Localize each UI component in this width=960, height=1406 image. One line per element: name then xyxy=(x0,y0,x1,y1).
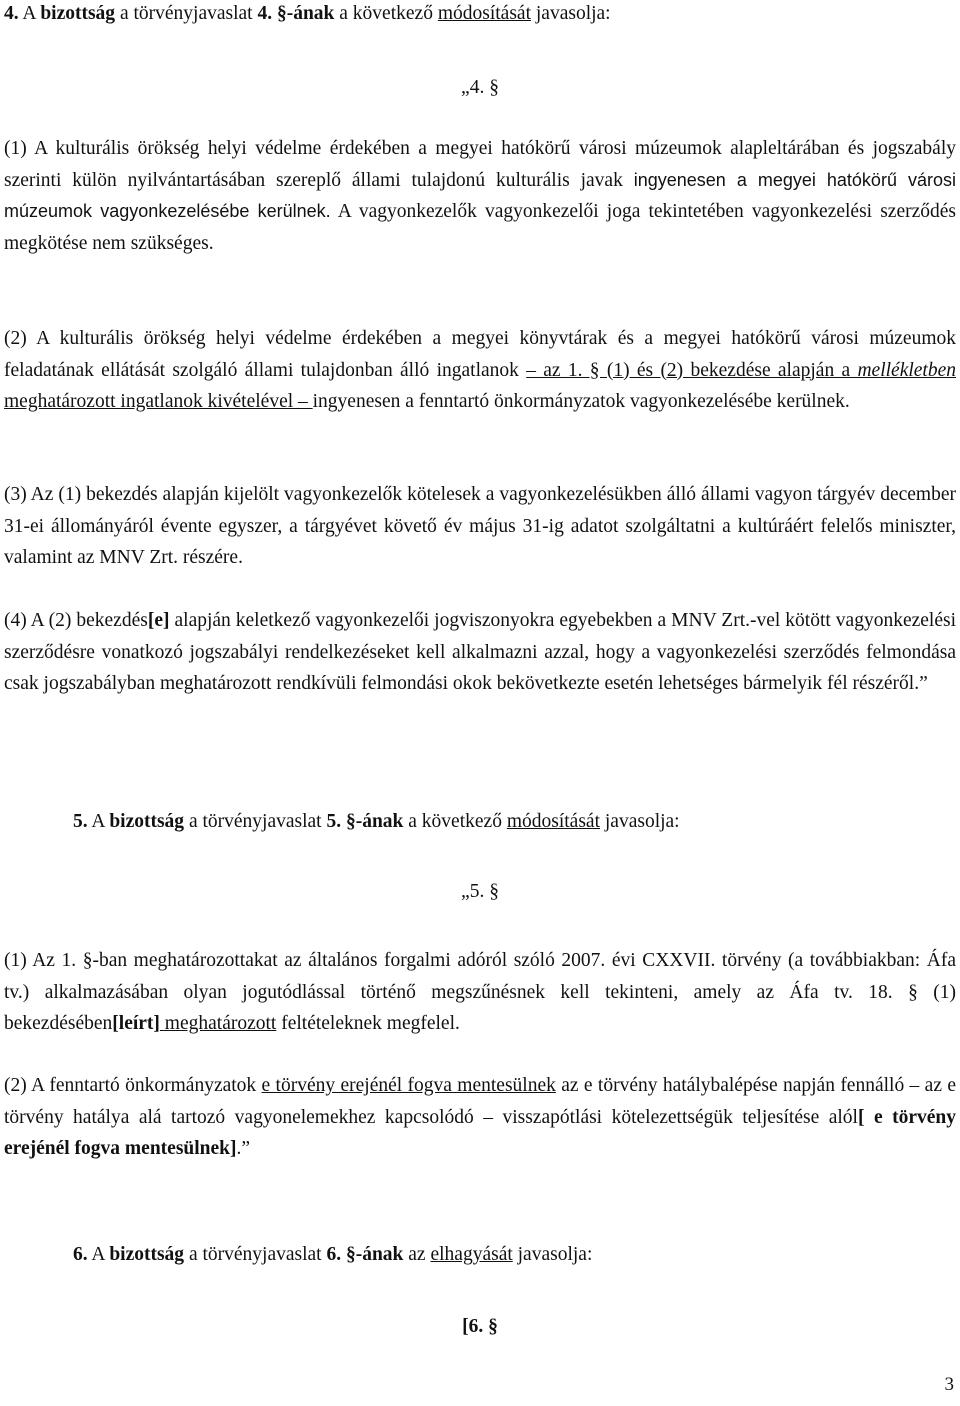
paragraph-text: (1) A kulturális örökség helyi védelme érdekében a megyei hatókörű városi múzeumok alapleltárában és jogszabály szerinti külön nyilvántartásában szereplő állami tulajdonú kulturális javak xyxy=(4,138,956,191)
paragraph-text: (4) A (2) bekezdés xyxy=(4,610,148,631)
paragraph-4-4 xyxy=(4,605,956,700)
heading-text: A xyxy=(18,3,41,24)
paragraph-5-2 xyxy=(4,1070,956,1165)
paragraph-text: (1) Az 1. §-ban meghatározottakat az általános forgalmi adóról szóló 2007. évi CXXVII. törvény (a továbbiakban: Áfa tv.) alkalmazásában olyan jogutódlással történő megszűnésnek kell tekinteni, amely az Áfa tv. 18. § (1) bekezdésében xyxy=(4,950,956,1034)
heading-bold: §-ának xyxy=(345,1244,404,1265)
heading-text: A xyxy=(87,1244,110,1265)
amendment-number: 4. xyxy=(4,3,19,24)
heading-underlined: módosítását xyxy=(506,811,600,832)
amendment-6-heading xyxy=(73,1239,592,1271)
underlined-italic-text: mellékletben xyxy=(857,359,956,381)
heading-text: a következő xyxy=(403,811,507,832)
amendment-number: 5. xyxy=(73,811,88,832)
heading-bold: §-ának xyxy=(345,811,404,832)
heading-text: a törvényjavaslat xyxy=(184,1244,327,1265)
heading-text: A xyxy=(87,811,110,832)
bold-deleted-text: [leírt] xyxy=(112,1013,160,1034)
section-marker-6: [6. § xyxy=(462,1316,498,1337)
paragraph-4-1 xyxy=(4,133,956,259)
heading-text: javasolja: xyxy=(512,1244,593,1265)
heading-bold: bizottság xyxy=(109,811,185,832)
paragraph-text: ingyenesen a fenntartó önkormányzatok vagyonkezelésébe kerülnek. xyxy=(312,391,850,412)
heading-bold: 5. xyxy=(326,811,342,832)
heading-bold: bizottság xyxy=(40,3,116,24)
heading-bold: 4. xyxy=(257,3,273,24)
bold-deleted-text: [ e törvény erejénél fogva mentesülnek] xyxy=(4,1106,956,1159)
amendment-4-heading xyxy=(4,0,611,30)
heading-text: a következő xyxy=(334,3,438,24)
heading-text: a törvényjavaslat xyxy=(115,3,258,24)
heading-text: az xyxy=(403,1244,431,1265)
heading-text: javasolja: xyxy=(531,3,611,24)
section-marker-4: „4. § xyxy=(461,77,499,98)
heading-underlined: módosítását xyxy=(437,3,531,24)
paragraph-text: feltételeknek megfelel. xyxy=(276,1013,460,1034)
paragraph-text: .” xyxy=(236,1138,251,1159)
paragraph-text: ingyenesen a megyei hatókörű városi múzeumok vagyonkezelésébe kerülnek. xyxy=(4,169,956,221)
heading-text: javasolja: xyxy=(600,811,680,832)
paragraph-text: (2) A fenntartó önkormányzatok xyxy=(4,1075,262,1096)
heading-bold: §-ának xyxy=(276,3,335,24)
paragraph-text: az e törvény hatálybalépése napján fennálló – az e törvény hatálya alá tartozó vagyonelemekhez kapcsolódó – visszapótlási kötelezettségük teljesítése alól xyxy=(4,1075,956,1128)
bold-deleted-text: [e] xyxy=(147,610,170,631)
amendment-5-heading xyxy=(73,806,680,838)
underlined-text: e törvény erejénél fogva mentesülnek xyxy=(261,1075,556,1096)
heading-bold: bizottság xyxy=(109,1244,185,1265)
page-number: 3 xyxy=(944,1374,954,1395)
paragraph-text: (2) A kulturális örökség helyi védelme érdekében a megyei könyvtárak és a megyei hatókörű városi múzeumok feladatának ellátását szolgáló állami tulajdonban álló ingatlanok xyxy=(4,328,956,381)
paragraph-4-2 xyxy=(4,323,956,418)
heading-underlined: elhagyását xyxy=(430,1244,513,1265)
underlined-text: meghatározott ingatlanok kivételével – xyxy=(4,391,313,412)
paragraph-4-3: (3) Az (1) bekezdés alapján kijelölt vagyonkezelők kötelesek a vagyonkezelésükben álló állami vagyon tárgyév december 31-ei állományáról évente egyszer, a tárgyévet követő év május 31-ig adatot szolgáltatni a kultúráért felelős miniszter, valamint az MNV Zrt. részére. xyxy=(4,484,956,568)
section-marker-5: „5. § xyxy=(461,881,499,902)
underlined-text: meghatározott xyxy=(159,1013,277,1034)
paragraph-5-1 xyxy=(4,945,956,1040)
paragraph-text: alapján keletkező vagyonkezelői jogviszonyokra egyebekben a MNV Zrt.-vel kötött vagyonkezelési szerződésre vonatkozó jogszabályi rendelkezéseket kell alkalmazni azzal, hogy a vagyonkezelési szerződés felmondása csak jogszabályban meghatározott rendkívüli felmondási okok bekövetkezte esetén lehetséges bármelyik fél részéről.” xyxy=(4,610,956,694)
heading-bold: 6. xyxy=(326,1244,342,1265)
amendment-number: 6. xyxy=(73,1244,88,1265)
paragraph-text: A vagyonkezelők vagyonkezelői joga tekintetében vagyonkezelési szerződés megkötése nem szükséges. xyxy=(4,201,956,254)
heading-text: a törvényjavaslat xyxy=(184,811,327,832)
underlined-text: – az 1. § (1) és (2) bekezdése alapján a xyxy=(526,359,858,381)
